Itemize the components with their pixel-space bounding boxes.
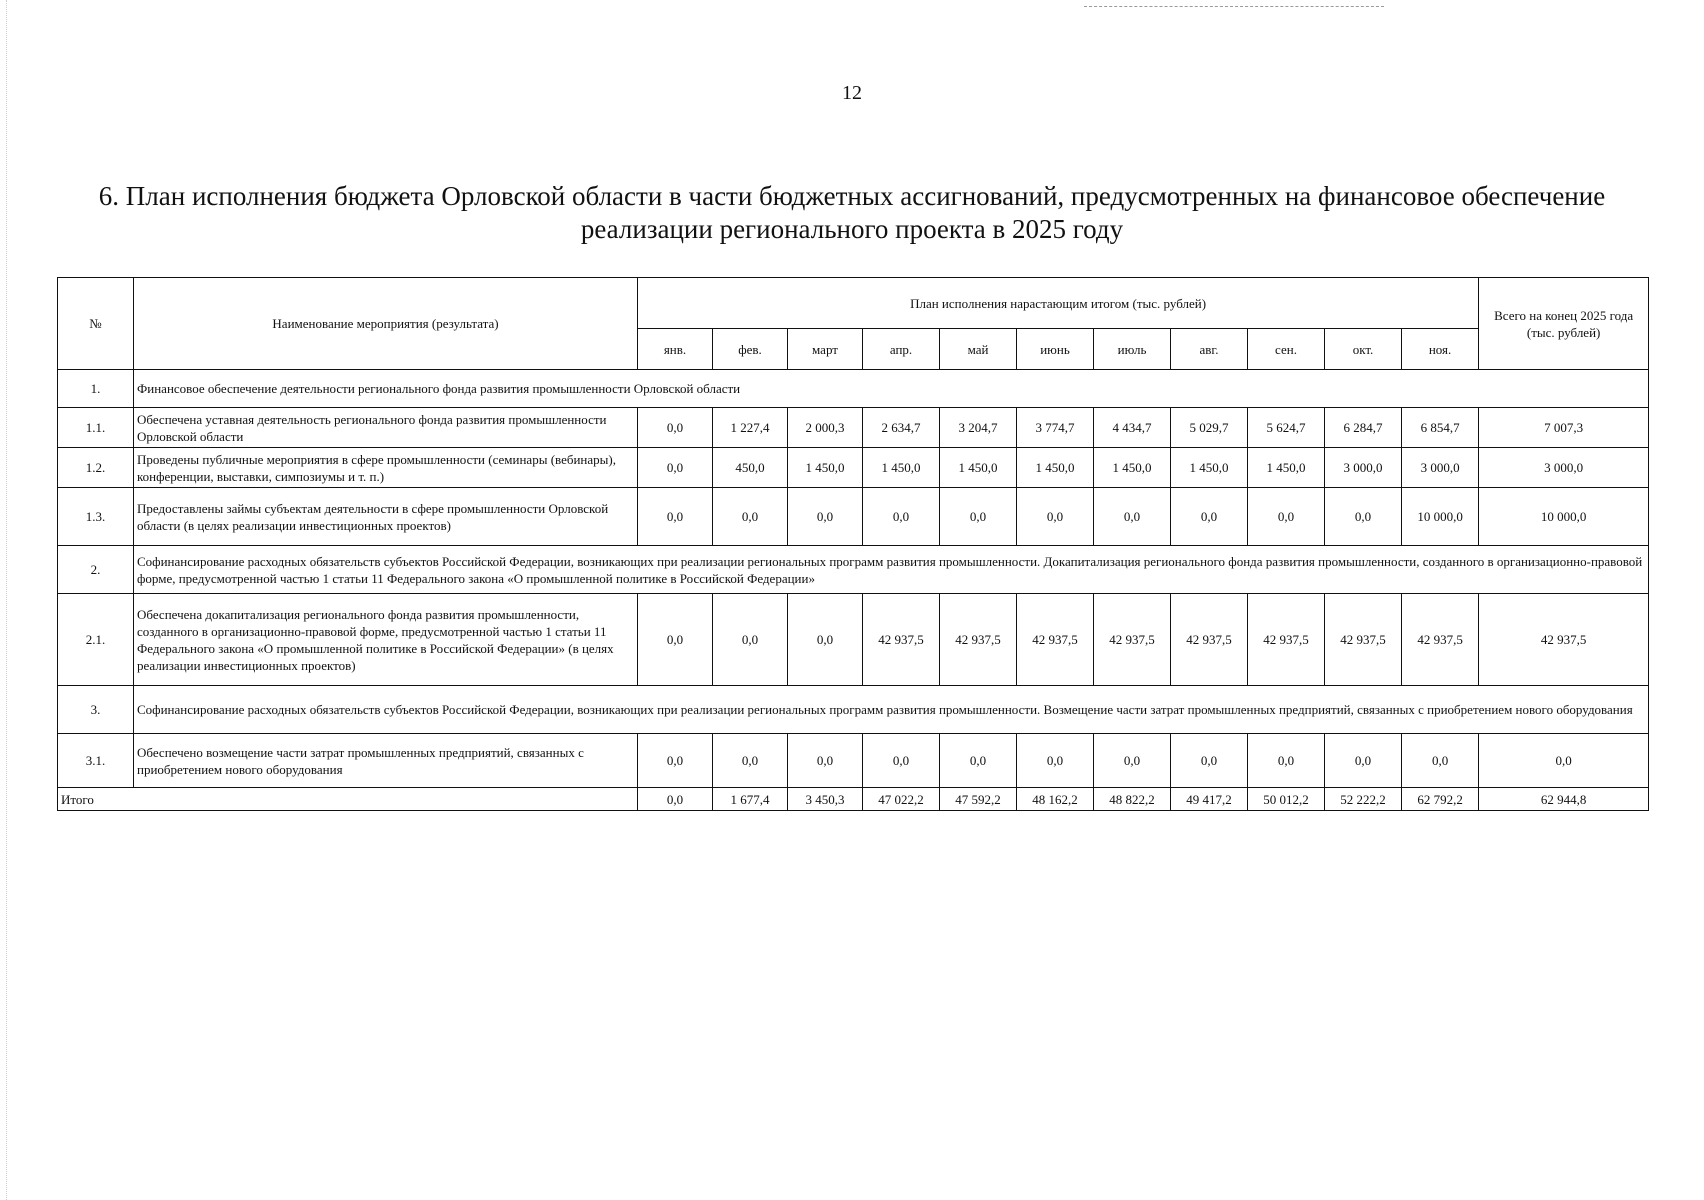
row-number: 3. [58, 686, 134, 734]
month-value: 42 937,5 [940, 594, 1017, 686]
month-value: 10 000,0 [1402, 488, 1479, 546]
row-number: 1.3. [58, 488, 134, 546]
month-value: 0,0 [638, 734, 713, 788]
table-row [58, 734, 1649, 788]
row-total: 7 007,3 [1479, 408, 1649, 448]
month-value: 5 029,7 [1171, 408, 1248, 448]
month-value: 0,0 [863, 488, 940, 546]
section-row [58, 686, 1649, 734]
header-month: янв. [638, 329, 713, 370]
header-month: окт. [1325, 329, 1402, 370]
month-value: 0,0 [1171, 734, 1248, 788]
section-title: Софинансирование расходных обязательств субъектов Российской Федерации, возникающих при реализации региональных программ развития промышленности. Докапитализация регионального фонда развития промышленности, созданного в организационно-правовой форме, предусмотренной частью 1 статьи 11 Федерального закона «О промышленной политике в Российской Федерации» [134, 546, 1649, 594]
total-label: Итого [58, 788, 638, 811]
month-value: 0,0 [788, 734, 863, 788]
total-month-value: 3 450,3 [788, 788, 863, 811]
month-value: 450,0 [713, 448, 788, 488]
section-title: Финансовое обеспечение деятельности регионального фонда развития промышленности Орловской области [134, 370, 1649, 408]
header-month: сен. [1248, 329, 1325, 370]
total-month-value: 62 792,2 [1402, 788, 1479, 811]
activity-name: Обеспечено возмещение части затрат промышленных предприятий, связанных с приобретением нового оборудования [134, 734, 638, 788]
month-value: 42 937,5 [1402, 594, 1479, 686]
month-value: 1 450,0 [1017, 448, 1094, 488]
month-value: 0,0 [1094, 734, 1171, 788]
total-month-value: 0,0 [638, 788, 713, 811]
month-value: 42 937,5 [1171, 594, 1248, 686]
month-value: 42 937,5 [1017, 594, 1094, 686]
month-value: 6 284,7 [1325, 408, 1402, 448]
month-value: 1 450,0 [940, 448, 1017, 488]
total-month-value: 1 677,4 [713, 788, 788, 811]
row-total: 0,0 [1479, 734, 1649, 788]
total-month-value: 47 592,2 [940, 788, 1017, 811]
total-row [58, 788, 1649, 811]
month-value: 0,0 [1017, 488, 1094, 546]
month-value: 0,0 [1248, 734, 1325, 788]
month-value: 0,0 [863, 734, 940, 788]
page-number: 12 [842, 82, 862, 104]
month-value: 0,0 [713, 734, 788, 788]
month-value: 0,0 [1171, 488, 1248, 546]
row-number: 1.2. [58, 448, 134, 488]
month-value: 3 000,0 [1402, 448, 1479, 488]
table-row [58, 488, 1649, 546]
month-value: 0,0 [638, 488, 713, 546]
activity-name: Обеспечена докапитализация регионального фонда развития промышленности, созданного в организационно-правовой форме, предусмотренной частью 1 статьи 11 Федерального закона «О промышленной политике в Российской Федерации» (в целях реализации инвестиционных проектов) [134, 594, 638, 686]
month-value: 42 937,5 [863, 594, 940, 686]
section-row [58, 546, 1649, 594]
month-value: 0,0 [1094, 488, 1171, 546]
month-value: 3 000,0 [1325, 448, 1402, 488]
row-number: 3.1. [58, 734, 134, 788]
total-month-value: 52 222,2 [1325, 788, 1402, 811]
header-month: март [788, 329, 863, 370]
header-row-1 [58, 278, 1649, 329]
total-month-value: 47 022,2 [863, 788, 940, 811]
month-value: 0,0 [1017, 734, 1094, 788]
month-value: 42 937,5 [1248, 594, 1325, 686]
month-value: 0,0 [713, 488, 788, 546]
title-line-2: реализации регионального проекта в 2025 году [580, 214, 1124, 244]
month-value: 0,0 [788, 488, 863, 546]
header-month: май [940, 329, 1017, 370]
month-value: 0,0 [713, 594, 788, 686]
header-month: авг. [1171, 329, 1248, 370]
table-row [58, 594, 1649, 686]
month-value: 1 450,0 [788, 448, 863, 488]
month-value: 4 434,7 [1094, 408, 1171, 448]
header-total: Всего на конец 2025 года (тыс. рублей) [1479, 278, 1649, 370]
month-value: 6 854,7 [1402, 408, 1479, 448]
row-total: 10 000,0 [1479, 488, 1649, 546]
row-number: 1.1. [58, 408, 134, 448]
total-month-value: 48 162,2 [1017, 788, 1094, 811]
month-value: 5 624,7 [1248, 408, 1325, 448]
section-title: Софинансирование расходных обязательств субъектов Российской Федерации, возникающих при реализации региональных программ развития промышленности. Возмещение части затрат промышленных предприятий, связанных с приобретением нового оборудования [134, 686, 1649, 734]
month-value: 0,0 [638, 448, 713, 488]
month-value: 0,0 [638, 408, 713, 448]
document-title [40, 180, 1664, 246]
table-row [58, 408, 1649, 448]
month-value: 1 227,4 [713, 408, 788, 448]
month-value: 1 450,0 [1094, 448, 1171, 488]
month-value: 0,0 [1402, 734, 1479, 788]
header-plan: План исполнения нарастающим итогом (тыс. рублей) [638, 278, 1479, 329]
month-value: 0,0 [788, 594, 863, 686]
month-value: 1 450,0 [1248, 448, 1325, 488]
month-value: 0,0 [1248, 488, 1325, 546]
activity-name: Предоставлены займы субъектам деятельности в сфере промышленности Орловской области (в целях реализации инвестиционных проектов) [134, 488, 638, 546]
month-value: 1 450,0 [863, 448, 940, 488]
table-body [58, 370, 1649, 811]
row-number: 1. [58, 370, 134, 408]
grand-total: 62 944,8 [1479, 788, 1649, 811]
activity-name: Проведены публичные мероприятия в сфере промышленности (семинары (вебинары), конференции, выставки, симпозиумы и т. п.) [134, 448, 638, 488]
month-value: 42 937,5 [1325, 594, 1402, 686]
scan-top-artifact [1084, 6, 1384, 9]
month-value: 0,0 [940, 488, 1017, 546]
header-num: № [58, 278, 134, 370]
header-month: ноя. [1402, 329, 1479, 370]
month-value: 2 000,3 [788, 408, 863, 448]
month-value: 2 634,7 [863, 408, 940, 448]
budget-plan-table [57, 277, 1649, 811]
month-value: 3 774,7 [1017, 408, 1094, 448]
month-value: 0,0 [940, 734, 1017, 788]
month-value: 42 937,5 [1094, 594, 1171, 686]
header-month: фев. [713, 329, 788, 370]
row-number: 2. [58, 546, 134, 594]
activity-name: Обеспечена уставная деятельность регионального фонда развития промышленности Орловской области [134, 408, 638, 448]
header-month: июль [1094, 329, 1171, 370]
header-month: июнь [1017, 329, 1094, 370]
row-number: 2.1. [58, 594, 134, 686]
month-value: 3 204,7 [940, 408, 1017, 448]
budget-table-container [57, 277, 1648, 811]
scan-edge-artifact [6, 0, 8, 1200]
row-total: 42 937,5 [1479, 594, 1649, 686]
row-total: 3 000,0 [1479, 448, 1649, 488]
total-month-value: 50 012,2 [1248, 788, 1325, 811]
header-month: апр. [863, 329, 940, 370]
total-month-value: 48 822,2 [1094, 788, 1171, 811]
total-month-value: 49 417,2 [1171, 788, 1248, 811]
header-name: Наименование мероприятия (результата) [134, 278, 638, 370]
title-line-1: 6. План исполнения бюджета Орловской области в части бюджетных ассигнований, предусмотренных на финансовое обеспечение [98, 181, 1606, 211]
table-header [58, 278, 1649, 370]
month-value: 0,0 [1325, 488, 1402, 546]
month-value: 1 450,0 [1171, 448, 1248, 488]
month-value: 0,0 [638, 594, 713, 686]
table-row [58, 448, 1649, 488]
section-row [58, 370, 1649, 408]
month-value: 0,0 [1325, 734, 1402, 788]
